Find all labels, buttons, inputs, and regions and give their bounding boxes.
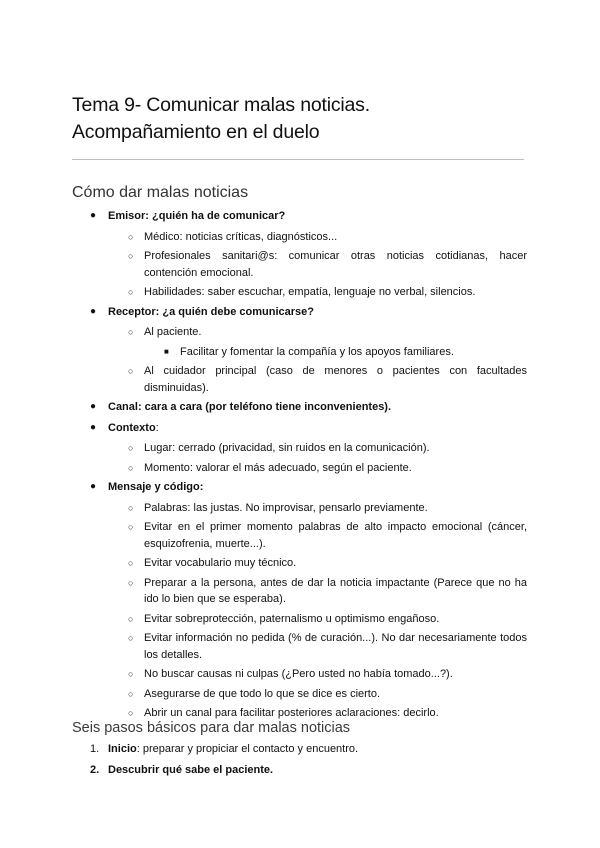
horizontal-divider [72, 159, 524, 160]
list-subitem-text: Profesionales sanitari@s: comunicar otras noticias cotidianas, hacer contención emocional. [144, 250, 527, 279]
list-subitem [72, 555, 527, 572]
circle-bullet-icon: ○ [128, 688, 134, 699]
list-item-label: Receptor: ¿a quién debe comunicarse? [108, 305, 314, 318]
document-title [72, 92, 542, 146]
list-item-label: Mensaje y código: [108, 481, 204, 493]
bullet-icon: ● [90, 481, 97, 492]
bullet-icon: ● [90, 421, 97, 433]
list-item-rest: : preparar y propiciar el contacto y encuentro. [136, 743, 359, 755]
list-item-mensaje [72, 479, 527, 496]
list-item-label: Contexto [108, 421, 156, 434]
circle-bullet-icon: ○ [128, 462, 134, 473]
circle-bullet-icon: ○ [128, 502, 134, 513]
list-subitem [72, 440, 527, 457]
list-item-contexto [72, 420, 527, 437]
list-item-canal [72, 399, 527, 416]
list-subitem-text: No buscar causas ni culpas (¿Pero usted no había tomado...?). [144, 668, 453, 680]
circle-bullet-icon: ○ [128, 522, 134, 532]
bullet-icon: ● [90, 305, 97, 317]
title-line-1: Tema 9- Comunicar malas noticias. [72, 94, 370, 116]
circle-bullet-icon: ○ [128, 613, 134, 624]
list-subitem-text: Palabras: las justas. No improvisar, pensarlo previamente. [144, 501, 428, 514]
list-subitem-text: Abrir un canal para facilitar posteriores aclaraciones: decirlo. [144, 707, 439, 719]
circle-bullet-icon: ○ [128, 251, 134, 261]
list-subitem [72, 229, 527, 246]
list-subitem-text: Preparar a la persona, antes de dar la noticia impactante (Parece que no ha ido lo bien que se esperaba). [144, 576, 527, 605]
list-subitem-text: Habilidades: saber escuchar, empatía, lenguaje no verbal, silencios. [144, 286, 476, 298]
list-subitem [72, 686, 527, 703]
circle-bullet-icon: ○ [128, 366, 134, 376]
circle-bullet-icon: ○ [128, 558, 134, 568]
list-subitem [72, 519, 527, 552]
list-subsubitem [72, 344, 527, 361]
section1-list [72, 208, 527, 725]
list-subitem [72, 611, 527, 628]
list-subitem [72, 575, 527, 608]
list-subitem-text: Al paciente. [144, 326, 202, 338]
list-item-emisor [72, 208, 527, 225]
list-number: 1. [90, 743, 100, 755]
list-subitem-text: Asegurarse de que todo lo que se dice es cierto. [144, 687, 381, 700]
list-subitem-text: Evitar información no pedida (% de curación...). No dar necesariamente todos los detalles. [144, 632, 527, 661]
list-number: 2. [90, 763, 100, 776]
list-subitem [72, 666, 527, 683]
list-item-receptor [72, 304, 527, 321]
list-item-label: Emisor: ¿quién ha de comunicar? [108, 210, 286, 222]
list-item-rest: : [155, 421, 159, 434]
ordered-list-item [72, 741, 527, 758]
section-heading-seis-pasos: Seis pasos básicos para dar malas noticias [72, 720, 351, 736]
list-subitem [72, 500, 527, 517]
section-heading-como-dar: Cómo dar malas noticias [72, 184, 249, 201]
ordered-list-item [72, 762, 527, 779]
list-subitem [72, 630, 527, 663]
list-subitem [72, 248, 527, 281]
circle-bullet-icon: ○ [128, 327, 134, 337]
circle-bullet-icon: ○ [128, 633, 134, 643]
circle-bullet-icon: ○ [128, 231, 134, 242]
circle-bullet-icon: ○ [128, 443, 134, 453]
list-subitem-text: Al cuidador principal (caso de menores o pacientes con facultades disminuidas). [144, 365, 527, 394]
circle-bullet-icon: ○ [128, 669, 134, 679]
list-item-label: Canal: cara a cara (por teléfono tiene inconvenientes). [108, 401, 392, 413]
circle-bullet-icon: ○ [128, 577, 134, 588]
section2-ordered-list [72, 741, 527, 782]
list-subitem [72, 460, 527, 477]
list-subitem [72, 324, 527, 341]
circle-bullet-icon: ○ [128, 287, 134, 297]
list-subitem-text: Lugar: cerrado (privacidad, sin ruidos en la comunicación). [144, 442, 430, 454]
square-bullet-icon: ■ [164, 346, 169, 356]
list-item-label: Descubrir qué sabe el paciente. [108, 763, 274, 776]
bullet-icon: ● [90, 210, 97, 221]
list-subitem-text: Médico: noticias críticas, diagnósticos... [144, 230, 338, 243]
circle-bullet-icon: ○ [128, 708, 134, 718]
title-line-2: Acompañamiento en el duelo [72, 121, 320, 143]
list-subsubitem-text: Facilitar y fomentar la compañía y los apoyos familiares. [180, 345, 454, 358]
list-subitem-text: Evitar vocabulario muy técnico. [144, 557, 297, 569]
list-subitem-text: Momento: valorar el más adecuado, según el paciente. [144, 461, 412, 474]
list-subitem [72, 363, 527, 396]
list-subitem-text: Evitar sobreprotección, paternalismo u optimismo engañoso. [144, 612, 440, 625]
bullet-icon: ● [90, 401, 97, 412]
list-item-label: Inicio [108, 743, 137, 755]
list-subitem [72, 284, 527, 301]
list-subitem-text: Evitar en el primer momento palabras de alto impacto emocional (cáncer, esquizofrenia, muerte...). [144, 521, 527, 550]
